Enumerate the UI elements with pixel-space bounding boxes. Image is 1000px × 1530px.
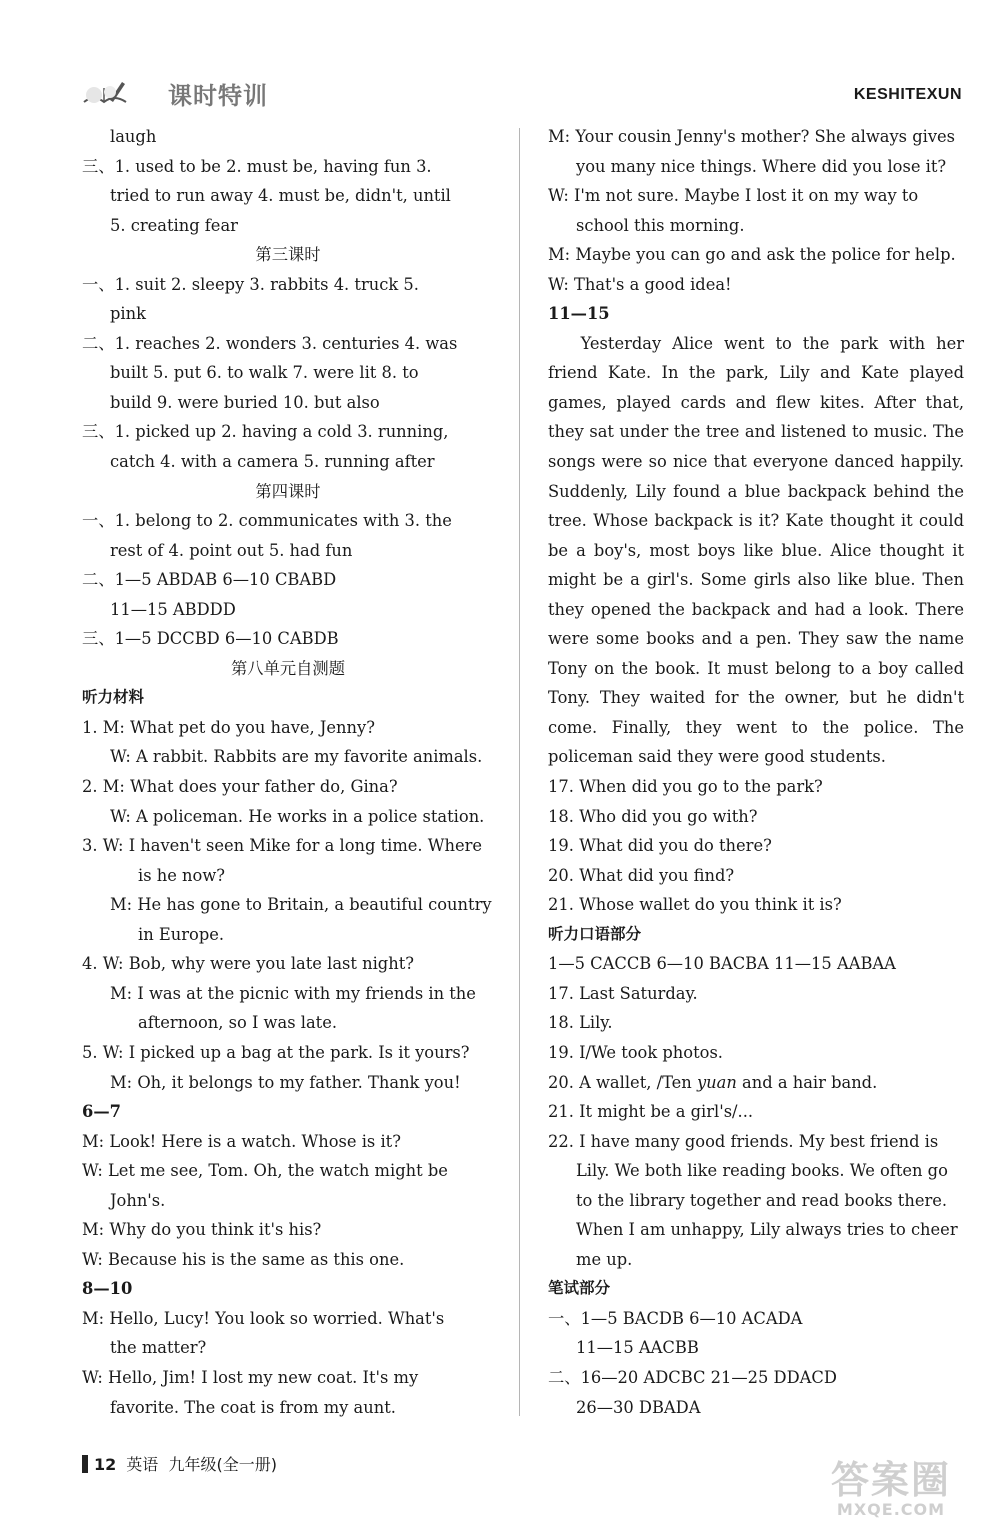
answer-line: to the library together and read books there.	[576, 1190, 948, 1210]
watermark-url: MXQE.COM	[836, 1500, 946, 1519]
oral-section-title: 听力口语部分	[548, 924, 642, 943]
answer-line: 三、1. used to be 2. must be, having fun 3.	[82, 156, 432, 176]
answer-line: 18. Lily.	[548, 1013, 613, 1033]
dialogue-line: 4. W: Bob, why were you late last night?	[82, 954, 414, 974]
subject: 英语	[126, 1455, 159, 1474]
dialogue-line: favorite. The coat is from my aunt.	[110, 1397, 396, 1417]
section-title: 第四课时	[255, 481, 321, 501]
dialogue-line: W: A rabbit. Rabbits are my favorite animals.	[110, 747, 483, 767]
logo	[82, 74, 312, 114]
answer-text: 20. A wallet, /Ten	[548, 1072, 697, 1092]
brand-name: KESHITEXUN	[853, 86, 962, 103]
dialogue-line: W: I'm not sure. Maybe I lost it on my way to	[548, 186, 919, 206]
dialogue-line: M: Why do you think it's his?	[82, 1220, 322, 1240]
watermark	[816, 1460, 966, 1522]
dialogue-line: W: Because his is the same as this one.	[82, 1249, 405, 1269]
answer-line: tried to run away 4. must be, didn't, until	[110, 186, 451, 206]
column-divider	[519, 128, 520, 1416]
answer-line: pink	[110, 304, 146, 324]
answer-text-italic: yuan	[696, 1072, 737, 1092]
dialogue-line: M: Your cousin Jenny's mother? She always gives	[548, 127, 956, 146]
dialogue-line: M: Hello, Lucy! You look so worried. What's	[82, 1308, 445, 1328]
listening-title: 听力材料	[82, 688, 145, 707]
answer-line: 26—30 DBADA	[576, 1397, 701, 1417]
answer-line: 22. I have many good friends. My best friend is	[548, 1131, 939, 1151]
dialogue-line: W: Hello, Jim! I lost my new coat. It's my	[82, 1367, 419, 1387]
dialogue-line: M: I was at the picnic with my friends in the	[110, 983, 476, 1003]
answer-line: 二、1—5 ABDAB 6—10 CBABD	[82, 570, 337, 590]
dialogue-line: 2. M: What does your father do, Gina?	[82, 777, 398, 797]
watermark-title: 答案圈	[830, 1458, 951, 1502]
answer-line: 19. I/We took photos.	[548, 1042, 723, 1062]
answer-line: 11—15 ABDDD	[110, 599, 236, 619]
question-line: 21. Whose wallet do you think it is?	[548, 895, 842, 915]
section-title: 第三课时	[255, 245, 321, 265]
answer-line: build 9. were buried 10. but also	[110, 392, 380, 412]
dialogue-line: school this morning.	[576, 215, 745, 235]
dialogue-line: John's.	[110, 1190, 166, 1210]
answer-line: 1—5 CACCB 6—10 BACBA 11—15 AABAA	[548, 954, 896, 974]
answer-line: 17. Last Saturday.	[548, 983, 698, 1003]
written-section-title: 笔试部分	[548, 1279, 611, 1298]
section-number: 6—7	[82, 1102, 121, 1122]
question-line: 18. Who did you go with?	[548, 806, 758, 826]
dialogue-line: M: Oh, it belongs to my father. Thank you!	[110, 1072, 461, 1092]
answer-text: and a hair band.	[736, 1072, 878, 1092]
section-number: 8—10	[82, 1279, 133, 1299]
dialogue-line: 3. W: I haven't seen Mike for a long time. Where	[82, 836, 483, 856]
story-paragraph: Yesterday Alice went to the park with her friend Kate. In the park, Lily and Kate played games, played cards and flew kites. After that, they sat under the tree and listened to music. The songs were so nice that everyone danced happily. Suddenly, Lily found a blue backpack behind the tree. Whose backpack is it? Kate thought it could be a boy's, most boys like blue. Alice thought it might be a girl's. Some girls also like blue. Then they opened the backpack and had a look. There were some books and a pen. They saw the name Tony on the book. It must belong to a boy called Tony. They waited for the owner, but he didn't come. Finally, they went to the police. The policeman said they were good students.	[548, 333, 964, 767]
answer-line: built 5. put 6. to walk 7. were lit 8. to	[110, 363, 419, 383]
answer-line: 21. It might be a girl's/...	[548, 1102, 754, 1122]
answer-line: 一、1. belong to 2. communicates with 3. the	[82, 511, 452, 531]
decor-circles-icon	[84, 80, 124, 110]
answer-line: laugh	[110, 127, 157, 146]
question-line: 20. What did you find?	[548, 865, 735, 885]
dialogue-line: W: Let me see, Tom. Oh, the watch might be	[82, 1161, 448, 1181]
answer-line: 一、1. suit 2. sleepy 3. rabbits 4. truck 5.	[82, 274, 419, 294]
dialogue-line: M: Look! Here is a watch. Whose is it?	[82, 1131, 401, 1151]
answer-line: 一、1—5 BACDB 6—10 ACADA	[548, 1308, 803, 1328]
section-number: 11—15	[548, 304, 610, 324]
left-column	[82, 122, 494, 1422]
logo-text: 课时特训	[168, 82, 268, 110]
answer-line: 5. creating fear	[110, 215, 238, 235]
answer-line: 二、1. reaches 2. wonders 3. centuries 4. was	[82, 333, 458, 353]
grade: 九年级(全一册)	[168, 1455, 277, 1474]
answer-line: 11—15 AACBB	[576, 1338, 699, 1358]
dialogue-line: W: That's a good idea!	[548, 274, 732, 294]
right-column	[548, 122, 964, 1422]
dialogue-line: the matter?	[110, 1338, 207, 1358]
footer-bar-icon	[82, 1455, 88, 1473]
dialogue-line: is he now?	[138, 865, 225, 885]
page-header	[0, 0, 1000, 120]
answer-line: 二、16—20 ADCBC 21—25 DDACD	[548, 1367, 837, 1387]
page-footer	[82, 1452, 277, 1475]
answer-line: me up.	[576, 1249, 633, 1269]
dialogue-line: you many nice things. Where did you lose it?	[576, 156, 947, 176]
dialogue-line: M: He has gone to Britain, a beautiful country	[110, 895, 492, 915]
answer-line: 三、1—5 DCCBD 6—10 CABDB	[82, 629, 339, 649]
unit-title: 第八单元自测题	[231, 658, 345, 678]
answer-line: rest of 4. point out 5. had fun	[110, 540, 353, 560]
question-line: 17. When did you go to the park?	[548, 777, 823, 797]
answer-line: catch 4. with a camera 5. running after	[110, 452, 435, 472]
answer-line: 三、1. picked up 2. having a cold 3. running,	[82, 422, 449, 442]
dialogue-line: M: Maybe you can go and ask the police for help.	[548, 245, 956, 265]
dialogue-line: W: A policeman. He works in a police station.	[110, 806, 485, 826]
dialogue-line: afternoon, so I was late.	[138, 1013, 338, 1033]
dialogue-line: in Europe.	[138, 924, 225, 944]
answer-line	[548, 1068, 964, 1098]
answer-line: Lily. We both like reading books. We often go	[576, 1161, 948, 1181]
dialogue-line: 5. W: I picked up a bag at the park. Is it yours?	[82, 1042, 470, 1062]
question-line: 19. What did you do there?	[548, 836, 772, 856]
answer-line: When I am unhappy, Lily always tries to cheer	[576, 1220, 958, 1240]
dialogue-line: 1. M: What pet do you have, Jenny?	[82, 717, 375, 737]
page-number: 12	[94, 1455, 117, 1474]
